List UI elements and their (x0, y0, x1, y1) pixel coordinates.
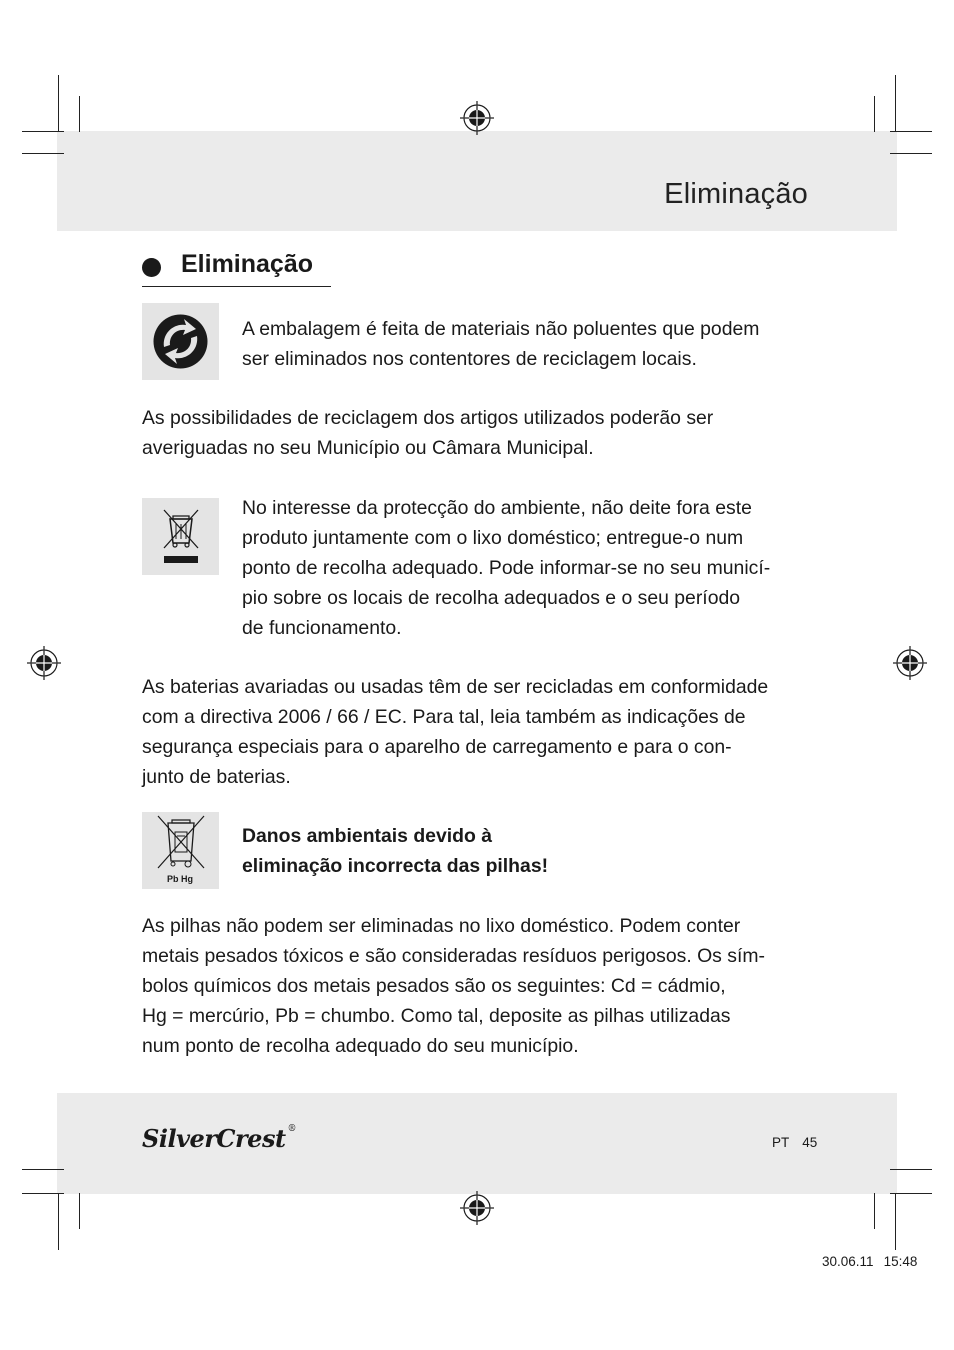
registration-mark-icon (893, 646, 927, 680)
section-heading-text: Eliminação (181, 250, 313, 278)
registration-mark-icon (460, 1191, 494, 1225)
crossed-out-bin-battery-icon (142, 812, 219, 889)
registration-mark-icon (460, 101, 494, 135)
battery-warning-heading: Danos ambientais devido à eliminação incorrecta das pilhas! (242, 825, 549, 877)
cells-paragraph: As pilhas não podem ser eliminadas no lixo doméstico. Podem conter metais pesados tóxicos e são consideradas resíduos perigosos. Os sím- bolos químicos dos metais pesados são os seguintes: Cd = cádmio, Hg = mercúrio, Pb = chumbo. Como tal, deposite as pilhas utilizadas num ponto de recolha adequado do seu município. (142, 915, 765, 1057)
page-number: PT 45 (772, 1135, 818, 1150)
page-title: Eliminação (664, 178, 808, 210)
crossed-out-wheelie-bin-icon (142, 498, 219, 575)
weee-icon-box (142, 498, 219, 575)
recycling-options-paragraph: As possibilidades de reciclagem dos artigos utilizados poderão ser averiguadas no seu Município ou Câmara Municipal. (142, 407, 714, 459)
battery-icon-box (142, 812, 219, 889)
recycle-green-dot-icon (142, 303, 219, 380)
environment-paragraph: No interesse da protecção do ambiente, não deite fora este produto juntamente com o lixo doméstico; entregue-o num ponto de recolha adequado. Pode informar-se no seu municí- pio sobre os locais de recolha adequados e o seu período de funcionamento. (242, 497, 771, 639)
registration-mark-icon (27, 646, 61, 680)
batteries-paragraph: As baterias avariadas ou usadas têm de ser recicladas em conformidade com a directiva 2006 / 66 / EC. Para tal, leia também as indicações de segurança especiais para o aparelho de carregamento e para o con- junto de baterias. (142, 676, 769, 788)
brand-logo: SilverCrest ® (142, 1124, 297, 1153)
recycle-icon-box (142, 303, 219, 380)
print-timestamp: 30.06.11 15:48 (822, 1254, 918, 1269)
packaging-paragraph: A embalagem é feita de materiais não poluentes que podem ser eliminados nos contentores de reciclagem locais. (242, 318, 760, 370)
section-heading (142, 250, 331, 287)
bullet-icon (142, 258, 161, 277)
battery-metals-label: Pb Hg (167, 874, 193, 884)
